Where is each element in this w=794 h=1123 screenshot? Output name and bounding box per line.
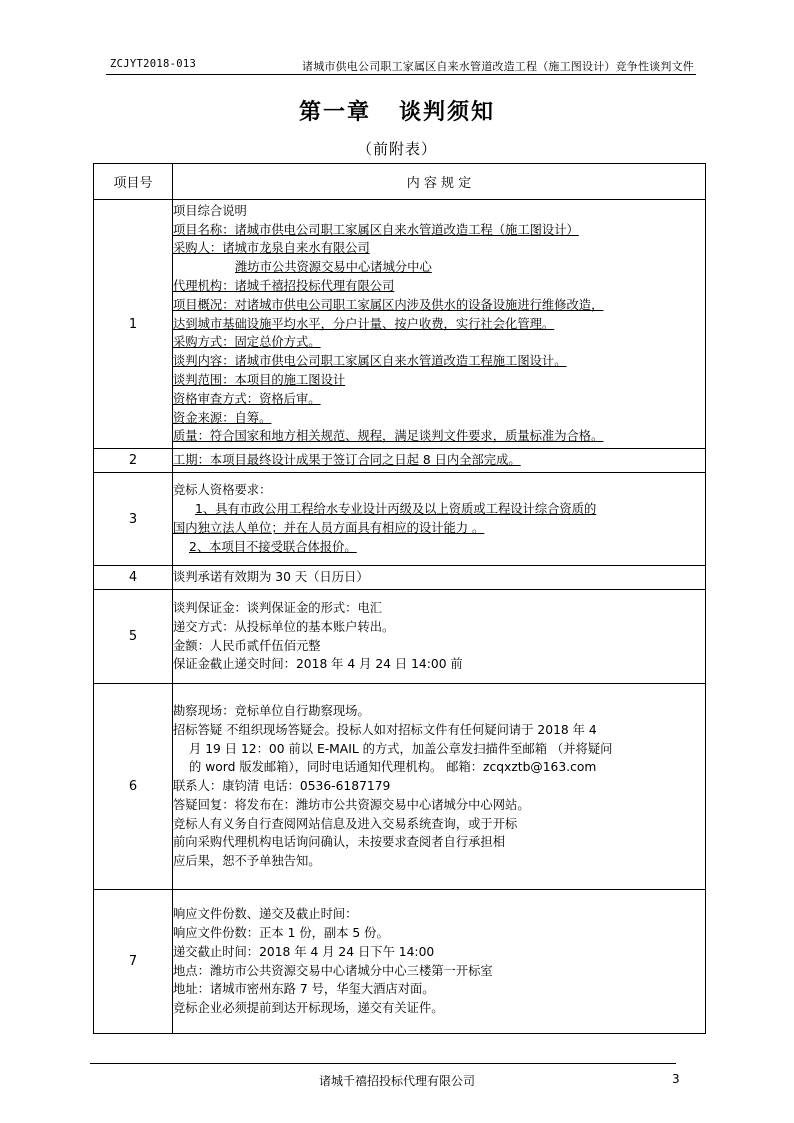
table-row bbox=[94, 473, 706, 566]
content-line: 勘察现场：竞标单位自行勘察现场。 bbox=[173, 703, 370, 718]
document-title: 诸城市供电公司职工家属区自来水管道改造工程（施工图设计）竞争性谈判文件 bbox=[302, 60, 694, 73]
content-line: 的 word 版发邮箱），同时电话通知代理机构。 邮箱：zcqxztb@163.com bbox=[189, 760, 597, 775]
table-row bbox=[94, 200, 706, 449]
item-number: 6 bbox=[94, 684, 173, 890]
content-line: 谈判范围：本项目的施工图设计 bbox=[173, 372, 346, 387]
item-content bbox=[173, 590, 706, 684]
content-line: 项目概况：对诸城市供电公司职工家属区内涉及供水的设备设施进行维修改造， bbox=[173, 297, 604, 312]
content-line: 竞标人有义务自行查阅网站信息及进入交易系统查询，或于开标 bbox=[173, 816, 518, 831]
table-header-row bbox=[94, 164, 706, 200]
footer-divider bbox=[90, 1063, 676, 1064]
content-line: 谈判承诺有效期为 30 天（日历日） bbox=[173, 570, 369, 585]
content-line: 工期：本项目最终设计成果于签订合同之日起 8 日内全部完成。 bbox=[173, 453, 521, 468]
item-content bbox=[173, 684, 706, 890]
footer-company: 诸城千禧招投标代理有限公司 bbox=[318, 1074, 475, 1088]
table-row bbox=[94, 590, 706, 684]
content-line: 月 19 日 12：00 前以 E-MAIL 的方式，加盖公章发扫描件至邮箱 （并将疑问 bbox=[189, 741, 613, 756]
instructions-table bbox=[93, 163, 706, 1034]
item-content bbox=[173, 200, 706, 449]
chapter-name: 谈判须知 bbox=[399, 99, 496, 125]
table-row bbox=[94, 566, 706, 590]
item-content bbox=[173, 566, 706, 590]
item-number: 1 bbox=[94, 200, 173, 449]
content-line: 2、本项目不接受联合体报价。 bbox=[189, 539, 357, 554]
content-line: 联系人：康钧清 电话：0536-6187179 bbox=[173, 779, 391, 794]
column-header-content: 内 容 规 定 bbox=[173, 164, 706, 200]
document-code: ZCJYT2018-013 bbox=[110, 58, 197, 70]
content-line: 项目名称：诸城市供电公司职工家属区自来水管道改造工程（施工图设计） bbox=[173, 222, 579, 237]
content-line: 响应文件份数、递交及截止时间： bbox=[173, 907, 358, 922]
content-line: 国内独立法人单位；并在人员方面具有相应的设计能力 。 bbox=[173, 521, 485, 535]
content-line: 应后果，恕不予单独告知。 bbox=[173, 854, 321, 869]
content-line: 竞标企业必须提前到达开标现场，递交有关证件。 bbox=[173, 1001, 444, 1016]
content-line: 招标答疑 不组织现场答疑会。投标人如对招标文件有任何疑问请于 2018 年 4 bbox=[173, 722, 597, 737]
content-line: 项目综合说明 bbox=[173, 203, 247, 218]
content-line: 前向采购代理机构电话询问确认，未按要求查阅者自行承担相 bbox=[173, 835, 506, 850]
content-line: 竞标人资格要求： bbox=[173, 483, 272, 498]
content-line: 递交截止时间：2018 年 4 月 24 日下午 14:00 bbox=[173, 944, 435, 959]
table-subtitle: （前附表） bbox=[356, 140, 437, 158]
content-line: 代理机构：诸城千禧招投标代理有限公司 bbox=[173, 279, 395, 293]
content-line: 潍坊市公共资源交易中心诸城分中心 bbox=[235, 260, 432, 275]
content-line: 答疑回复：将发布在：潍坊市公共资源交易中心诸城分中心网站。 bbox=[173, 797, 530, 812]
header-divider bbox=[106, 74, 696, 75]
item-number: 3 bbox=[94, 473, 173, 566]
item-number: 2 bbox=[94, 449, 173, 473]
content-line: 采购方式：固定总价方式。 bbox=[173, 335, 321, 350]
content-line: 谈判内容：诸城市供电公司职工家属区自来水管道改造工程施工图设计。 bbox=[173, 354, 567, 369]
content-line: 达到城市基础设施平均水平，分户计量、按户收费，实行社会化管理。 bbox=[173, 316, 555, 331]
content-line: 资金来源：自筹。 bbox=[173, 410, 272, 425]
content-line: 质量：符合国家和地方相关规范、规程，满足谈判文件要求，质量标准为合格。 bbox=[173, 429, 604, 444]
chapter-heading bbox=[0, 95, 794, 126]
item-content bbox=[173, 449, 706, 473]
content-line: 递交方式：从投标单位的基本账户转出。 bbox=[173, 619, 395, 634]
chapter-number: 第一章 bbox=[298, 99, 371, 125]
content-line: 1、具有市政公用工程给水专业设计丙级及以上资质或工程设计综合资质的 bbox=[195, 502, 597, 517]
item-number: 7 bbox=[94, 890, 173, 1034]
content-line: 响应文件份数：正本 1 份，副本 5 份。 bbox=[173, 925, 389, 940]
page-header bbox=[110, 58, 694, 74]
content-line: 金额：人民币贰仟伍佰元整 bbox=[173, 638, 321, 653]
content-line: 保证金截止递交时间：2018 年 4 月 24 日 14:00 前 bbox=[173, 657, 463, 672]
content-line: 谈判保证金：谈判保证金的形式：电汇 bbox=[173, 600, 383, 615]
content-line: 地址：诸城市密州东路 7 号，华玺大酒店对面。 bbox=[173, 982, 435, 997]
content-line: 采购人：诸城市龙泉自来水有限公司 bbox=[173, 241, 370, 256]
content-line: 资格审查方式：资格后审。 bbox=[173, 391, 321, 406]
item-number: 5 bbox=[94, 590, 173, 684]
column-header-item: 项目号 bbox=[94, 164, 173, 200]
item-number: 4 bbox=[94, 566, 173, 590]
table-row bbox=[94, 449, 706, 473]
table-row bbox=[94, 890, 706, 1034]
item-content bbox=[173, 473, 706, 566]
content-line: 地点：潍坊市公共资源交易中心诸城分中心三楼第一开标室 bbox=[173, 963, 493, 978]
item-content bbox=[173, 890, 706, 1034]
page-number: 3 bbox=[672, 1072, 680, 1086]
table-row bbox=[94, 684, 706, 890]
